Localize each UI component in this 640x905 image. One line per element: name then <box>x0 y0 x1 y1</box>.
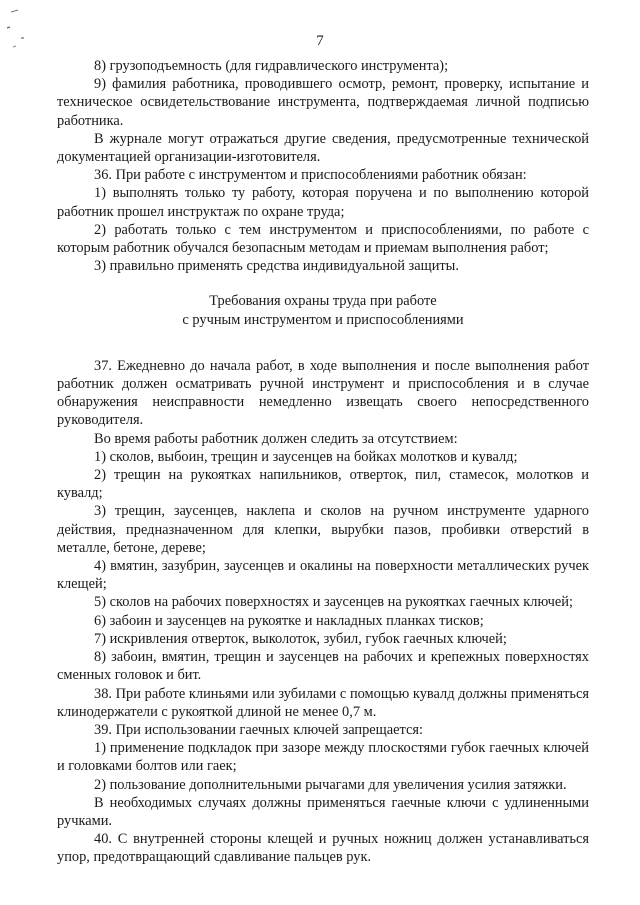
paragraph: 38. При работе клиньями или зубилами с помощью кувалд должны применяться клинодержатели с рукояткой длиной не менее 0,7 м. <box>57 685 589 720</box>
document-body <box>57 57 589 867</box>
paragraph: 4) вмятин, зазубрин, заусенцев и окалины на поверхности металлических ручек клещей; <box>57 558 589 593</box>
paragraph: В необходимых случаях должны применяться гаечные ключи с удлиненными ручками. <box>57 794 589 829</box>
paragraph: 2) трещин на рукоятках напильников, отверток, пил, стамесок, молотков и кувалд; <box>57 467 589 502</box>
paragraph: 1) применение подкладок при зазоре между плоскостями губок гаечных ключей и головками болтов или гаек; <box>57 740 589 775</box>
paragraph: 39. При использовании гаечных ключей запрещается: <box>94 721 424 738</box>
paragraph: 3) трещин, заусенцев, наклепа и сколов на ручном инструменте ударного действия, предназначенном для клепки, вырубки пазов, пробивки отверстий в металле, бетоне, дереве; <box>57 503 589 556</box>
paragraph: 8) забоин, вмятин, трещин и заусенцев на рабочих и крепежных поверхностях сменных головок и бит. <box>57 649 589 684</box>
paragraph: 2) пользование дополнительными рычагами для увеличения усилия затяжки. <box>94 776 567 793</box>
paragraph: 5) сколов на рабочих поверхностях и заусенцев на рукоятках гаечных ключей; <box>94 594 574 611</box>
paragraph: 8) грузоподъемность (для гидравлического инструмента); <box>94 58 449 74</box>
paragraph: 3) правильно применять средства индивидуальной защиты. <box>94 258 459 275</box>
paragraph: В журнале могут отражаться другие сведения, предусмотренные технической документацией организации-изготовителя. <box>57 130 589 166</box>
paragraph: 37. Ежедневно до начала работ, в ходе выполнения и после выполнения работ работник должен осматривать ручной инструмент и приспособления и в случае обнаружения неисправности немедленно извещать своего непосредственного руководителя. <box>57 357 589 429</box>
paragraph: 7) искривления отверток, выколоток, зубил, губок гаечных ключей; <box>94 630 507 647</box>
paragraph: 1) сколов, выбоин, трещин и заусенцев на бойках молотков и кувалд; <box>94 448 518 465</box>
scan-margin-marks <box>0 0 60 60</box>
paragraph: 2) работать только с тем инструментом и приспособлениями, по работе с которым работник обучался безопасным методам и приемам выполнения работ; <box>57 221 589 257</box>
section-heading-line-2: с ручным инструментом и приспособлениями <box>182 311 464 328</box>
paragraph: 6) забоин и заусенцев на рукоятке и накладных планках тисков; <box>94 612 484 629</box>
section-heading-line-1: Требования охраны труда при работе <box>209 293 437 310</box>
paragraph: 40. С внутренней стороны клещей и ручных ножниц должен устанавливаться упор, предотвращающий сдавливание пальцев рук. <box>57 831 589 866</box>
page-number: 7 <box>316 33 324 49</box>
paragraph: Во время работы работник должен следить за отсутствием: <box>94 430 458 447</box>
paragraph: 36. При работе с инструментом и приспособлениями работник обязан: <box>94 167 527 184</box>
paragraph: 9) фамилия работника, проводившего осмотр, ремонт, проверку, испытание и техническое освидетельствование инструмента, подтверждаемая личной подписью работника. <box>57 76 589 129</box>
paragraph: 1) выполнять только ту работу, которая поручена и по выполнению которой работник прошел инструктаж по охране труда; <box>57 185 589 220</box>
